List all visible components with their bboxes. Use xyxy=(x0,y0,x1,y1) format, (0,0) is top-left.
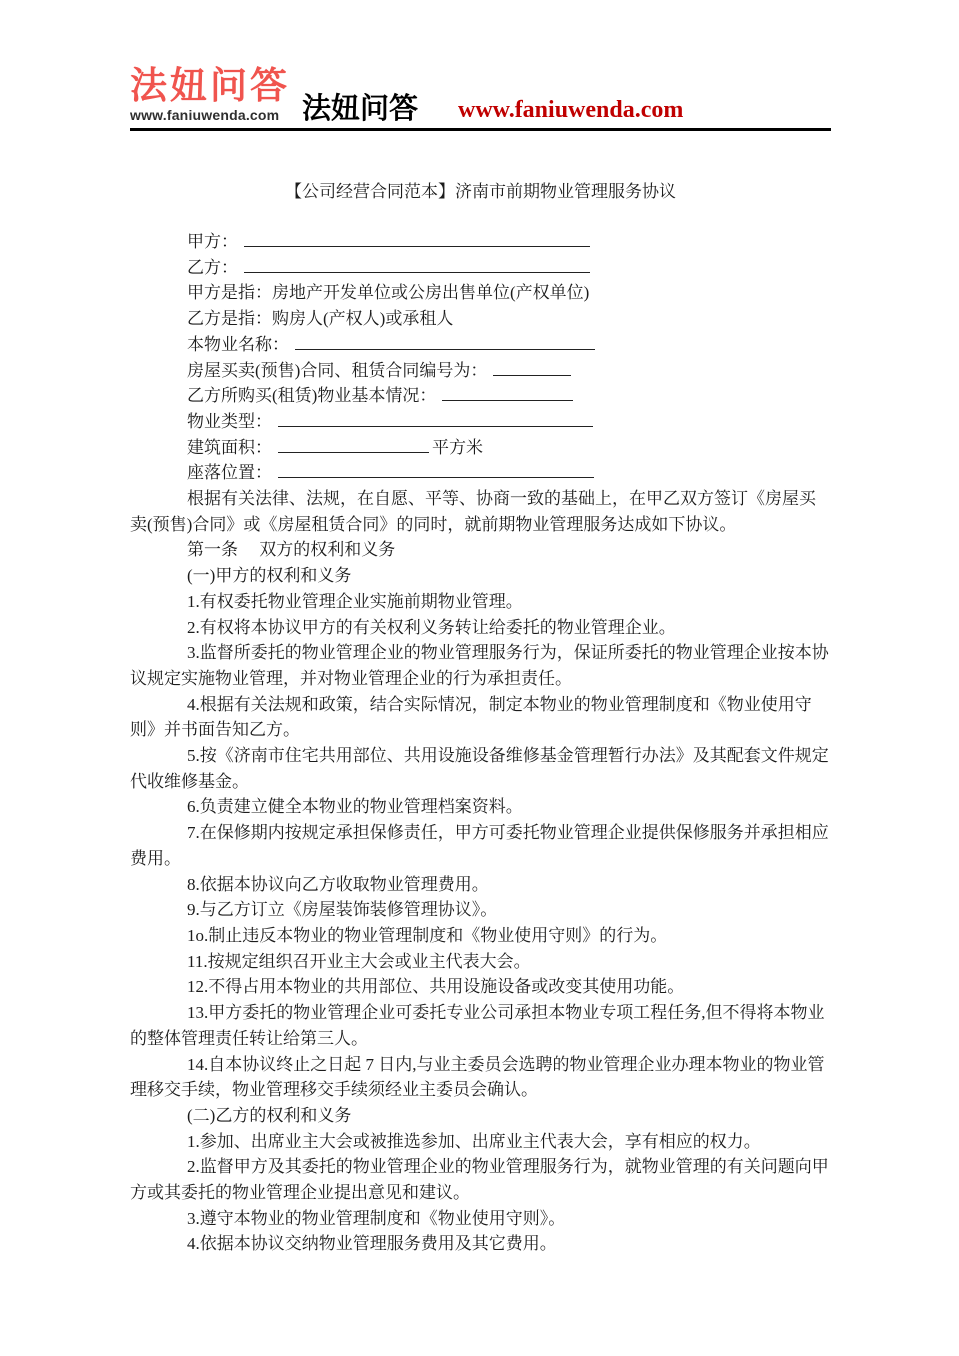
party-a-section-heading: (一)甲方的权利和义务 xyxy=(187,566,352,586)
brand-name: 法妞问答 xyxy=(302,93,419,125)
page-title: 【公司经营合同范本】济南市前期物业管理服务协议 xyxy=(285,182,676,201)
form-field-party-b xyxy=(130,255,831,281)
form-field-contract-number xyxy=(130,358,831,384)
site-logo xyxy=(130,66,290,122)
article-1-heading: 第一条 双方的权利和义务 xyxy=(187,540,396,560)
field-unit: 平方米 xyxy=(432,437,483,457)
logo-url: www.faniuwenda.com xyxy=(130,107,280,123)
brand-url: www.faniuwenda.com xyxy=(458,97,684,123)
clause-item: 4.依据本协议交纳物业管理服务费用及其它费用。 xyxy=(187,1234,557,1254)
clause-item: 8.依据本协议向乙方收取物业管理费用。 xyxy=(187,874,489,894)
field-label: 座落位置： xyxy=(187,463,272,483)
clause-item: 4.根据有关法规和政策，结合实际情况，制定本物业的物业管理制度和《物业使用守则》并书面告知乙方。 xyxy=(130,694,812,740)
form-field-party-a-definition xyxy=(130,280,831,306)
field-label: 建筑面积： xyxy=(187,437,272,457)
blank-line xyxy=(442,386,573,401)
clause-item: 2.有权将本协议甲方的有关权利义务转让给委托的物业管理企业。 xyxy=(187,617,676,637)
site-header xyxy=(130,0,831,125)
field-label: 乙方： xyxy=(187,257,238,277)
clause-item: 2.监督甲方及其委托的物业管理企业的物业管理服务行为，就物业管理的有关问题向甲方或其委托的物业管理企业提出意见和建议。 xyxy=(130,1157,829,1203)
field-label: 乙方是指：购房人(产权人)或承租人 xyxy=(187,309,454,329)
clause-item: 1.有权委托物业管理企业实施前期物业管理。 xyxy=(187,591,523,611)
clause-item: 11.按规定组织召开业主大会或业主代表大会。 xyxy=(187,951,531,971)
clause-item: 7.在保修期内按规定承担保修责任，甲方可委托物业管理企业提供保修服务并承担相应费用。 xyxy=(130,823,829,868)
field-label: 房屋买卖(预售)合同、租赁合同编号为： xyxy=(187,360,488,380)
form-field-property-name xyxy=(130,332,831,358)
clause-item: 12.不得占用本物业的共用部位、共用设施设备或改变其使用功能。 xyxy=(187,977,685,997)
form-field-location xyxy=(130,460,831,486)
form-field-property-type xyxy=(130,409,831,435)
field-label: 本物业名称： xyxy=(187,334,289,354)
blank-line xyxy=(278,412,593,427)
clause-item: 14.自本协议终止之日起 7 日内,与业主委员会选聘的物业管理企业办理本物业的物业管理移交手续，物业管理移交手续须经业主委员会确认。 xyxy=(130,1054,825,1100)
blank-line xyxy=(295,335,595,350)
clause-item: 1o.制止违反本物业的物业管理制度和《物业使用守则》的行为。 xyxy=(187,925,668,945)
logo-text: 法妞问答 xyxy=(130,65,290,106)
clause-item: 6.负责建立健全本物业的物业管理档案资料。 xyxy=(187,797,523,817)
document-body xyxy=(130,229,831,1257)
field-label: 甲方是指：房地产开发单位或公房出售单位(产权单位) xyxy=(187,283,590,303)
clause-item: 13.甲方委托的物业管理企业可委托专业公司承担本物业专项工程任务,但不得将本物业的整体管理责任转让给第三人。 xyxy=(130,1003,825,1048)
field-label: 物业类型： xyxy=(187,411,272,431)
clause-item: 9.与乙方订立《房屋装饰装修管理协议》。 xyxy=(187,900,498,920)
form-field-floor-area xyxy=(130,435,831,461)
header-divider xyxy=(130,128,831,131)
field-label: 甲方： xyxy=(187,232,238,251)
clause-item: 1.参加、出席业主大会或被推选参加、出席业主代表大会，享有相应的权力。 xyxy=(187,1131,761,1151)
blank-line xyxy=(493,361,571,376)
blank-line xyxy=(244,258,590,273)
field-label: 乙方所购买(租赁)物业基本情况： xyxy=(187,386,437,406)
blank-line xyxy=(244,232,590,247)
blank-line xyxy=(278,463,594,478)
blank-line xyxy=(278,438,429,453)
intro-paragraph: 根据有关法律、法规，在自愿、平等、协商一致的基础上，在甲乙双方签订《房屋买卖(预售)合同》或《房屋租赁合同》的同时，就前期物业管理服务达成如下协议。 xyxy=(130,489,816,534)
clause-item: 3.遵守本物业的物业管理制度和《物业使用守则》。 xyxy=(187,1208,566,1228)
form-field-basic-info xyxy=(130,383,831,409)
clause-item: 5.按《济南市住宅共用部位、共用设施设备维修基金管理暂行办法》及其配套文件规定代收维修基金。 xyxy=(130,746,829,791)
form-field-party-b-definition xyxy=(130,306,831,332)
clause-item: 3.监督所委托的物业管理企业的物业管理服务行为，保证所委托的物业管理企业按本协议规定实施物业管理，并对物业管理企业的行为承担责任。 xyxy=(130,643,829,688)
party-b-section-heading: (二)乙方的权利和义务 xyxy=(187,1105,352,1125)
form-field-party-a xyxy=(130,229,831,255)
